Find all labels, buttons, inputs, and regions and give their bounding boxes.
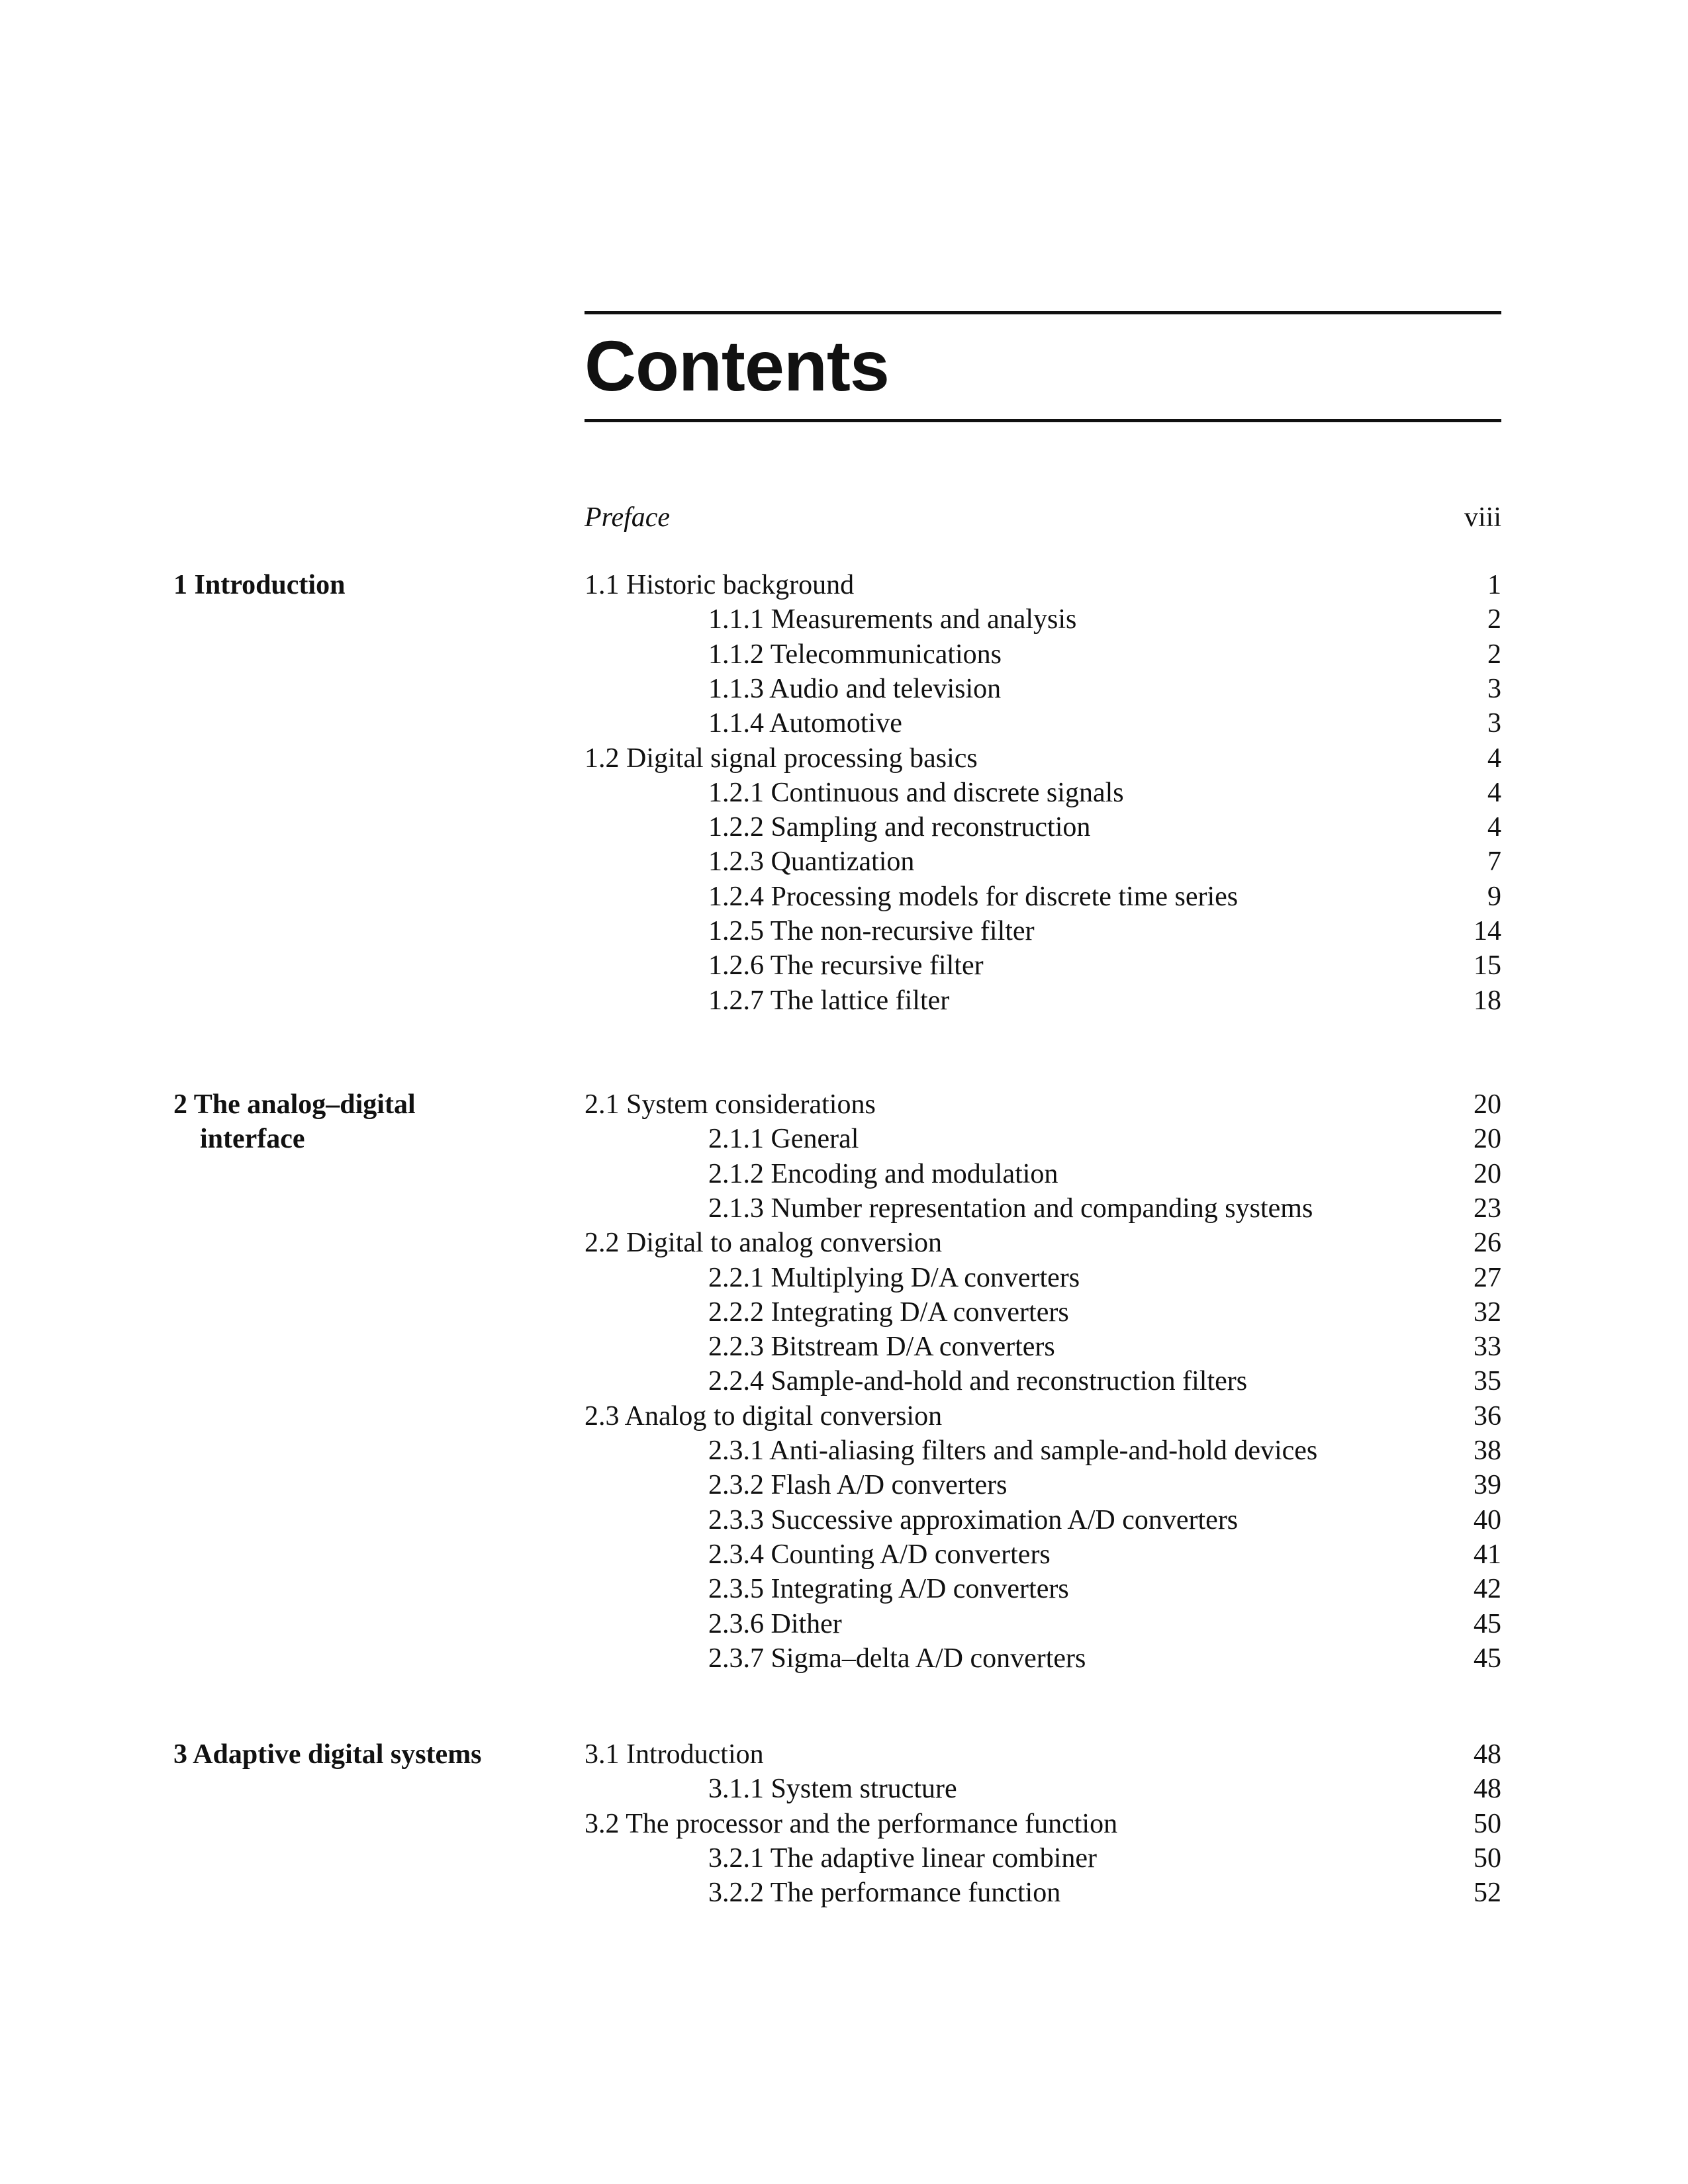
toc-subsection-row: [0, 776, 1688, 810]
toc-section-row: [0, 1807, 1688, 1841]
toc-subsection-row: [0, 602, 1688, 637]
toc-subsection-row: [0, 706, 1688, 741]
toc-section-row: [0, 1226, 1688, 1260]
toc-entry-label: 1.2.5 The non-recursive filter: [708, 916, 1035, 946]
toc-entry-label: 2.3.5 Integrating A/D converters: [708, 1574, 1069, 1605]
toc-subsection-row: [0, 1607, 1688, 1641]
toc-entry-label: 3.2.1 The adaptive linear combiner: [708, 1843, 1098, 1874]
toc-section-row: [0, 1087, 1688, 1122]
toc-subsection-row: [0, 1772, 1688, 1806]
toc-entry-page: 18: [1474, 985, 1501, 1016]
toc-entry-page: 42: [1474, 1574, 1501, 1605]
toc-entry-label: 1.2.1 Continuous and discrete signals: [708, 777, 1124, 808]
toc-preface-label: Preface: [585, 502, 671, 533]
toc-entry-page: 36: [1474, 1400, 1501, 1432]
toc-entry-label: 2.1 System considerations: [585, 1089, 876, 1120]
toc-entry-page: 4: [1487, 743, 1501, 774]
toc-entry-page: 7: [1487, 846, 1501, 878]
toc-entry-page: 14: [1474, 916, 1501, 946]
toc-section-row: [0, 1399, 1688, 1433]
title-rule-top: [585, 311, 1501, 314]
toc-subsection-row: [0, 1876, 1688, 1910]
toc-subsection-row: [0, 637, 1688, 672]
toc-subsection-row: [0, 672, 1688, 706]
toc-entry-label: 1.1.2 Telecommunications: [708, 639, 1002, 670]
toc-entry-page: 3: [1487, 673, 1501, 704]
toc-entry-label: 2.3.4 Counting A/D converters: [708, 1539, 1051, 1570]
toc-entry-page: 4: [1487, 812, 1501, 843]
toc-entry-label: 1.2.7 The lattice filter: [708, 985, 950, 1016]
toc-subsection-row: [0, 1330, 1688, 1364]
toc-entry-label: 2.2.2 Integrating D/A converters: [708, 1297, 1069, 1328]
toc-entry-page: 52: [1474, 1878, 1501, 1909]
toc-subsection-row: [0, 1537, 1688, 1572]
toc-entry-page: 20: [1474, 1089, 1501, 1120]
toc-subsection-row: [0, 1157, 1688, 1191]
toc-entry-label: 2.3.2 Flash A/D converters: [708, 1470, 1008, 1501]
toc-entry-page: 27: [1474, 1262, 1501, 1293]
toc-entry-label: 1.2.2 Sampling and reconstruction: [708, 812, 1091, 843]
toc-entry-label: 1.2.4 Processing models for discrete time series: [708, 881, 1239, 912]
toc-entry-label: 2.3.1 Anti-aliasing filters and sample-and-hold devices: [708, 1435, 1318, 1466]
toc-entry-page: 48: [1474, 1774, 1501, 1805]
toc-entry-page: 15: [1474, 950, 1501, 981]
toc-entry-label: 1.1.1 Measurements and analysis: [708, 604, 1077, 635]
toc-chapter-title: interface: [200, 1124, 305, 1155]
toc-entry-page: 41: [1474, 1539, 1501, 1570]
toc-subsection-row: [0, 1364, 1688, 1398]
toc-preface-page: viii: [1464, 502, 1501, 533]
toc-entry-page: 26: [1474, 1228, 1501, 1259]
toc-entry-label: 2.3 Analog to digital conversion: [585, 1400, 943, 1432]
toc-chapter-title: 1 Introduction: [173, 570, 346, 600]
toc-entry-label: 2.3.6 Dither: [708, 1608, 842, 1639]
toc-entry-page: 50: [1474, 1808, 1501, 1839]
toc-entry-page: 38: [1474, 1435, 1501, 1466]
toc-entry-label: 2.2.1 Multiplying D/A converters: [708, 1262, 1080, 1293]
toc-entry-page: 45: [1474, 1643, 1501, 1674]
toc-entry-page: 2: [1487, 639, 1501, 670]
toc-entry-label: 2.1.2 Encoding and modulation: [708, 1158, 1058, 1189]
toc-entry-label: 1.1.4 Automotive: [708, 708, 902, 739]
toc-section-row: [0, 1737, 1688, 1772]
toc-chapter-title: 2 The analog–digital: [173, 1089, 416, 1120]
toc-preface-row: [0, 500, 1688, 535]
toc-entry-page: 35: [1474, 1366, 1501, 1397]
toc-entry-label: 2.1.3 Number representation and companding systems: [708, 1193, 1313, 1224]
toc-section-row: [0, 568, 1688, 602]
toc-entry-page: 45: [1474, 1608, 1501, 1639]
toc-entry-page: 39: [1474, 1470, 1501, 1501]
toc-subsection-row: [0, 1261, 1688, 1295]
toc-entry-label: 1.2.6 The recursive filter: [708, 950, 984, 981]
toc-subsection-row: [0, 1191, 1688, 1226]
toc-entry-label: 1.2.3 Quantization: [708, 846, 915, 878]
toc-subsection-row: [0, 1572, 1688, 1606]
toc-subsection-row: [0, 880, 1688, 914]
toc-entry-label: 2.2.4 Sample-and-hold and reconstruction filters: [708, 1366, 1248, 1397]
toc-entry-page: 4: [1487, 777, 1501, 808]
toc-entry-page: 2: [1487, 604, 1501, 635]
toc-subsection-row: [0, 1122, 1688, 1156]
toc-section-row: [0, 741, 1688, 776]
toc-entry-label: 3.1.1 System structure: [708, 1774, 957, 1805]
toc-entry-page: 33: [1474, 1332, 1501, 1363]
toc-entry-label: 1.1.3 Audio and television: [708, 673, 1002, 704]
toc-entry-label: 2.3.3 Successive approximation A/D converters: [708, 1504, 1239, 1535]
toc-subsection-row: [0, 983, 1688, 1018]
toc-chapter-title: 3 Adaptive digital systems: [173, 1739, 482, 1770]
toc-subsection-row: [0, 1641, 1688, 1676]
toc-entry-label: 3.2 The processor and the performance function: [585, 1808, 1118, 1839]
toc-entry-page: 32: [1474, 1297, 1501, 1328]
toc-subsection-row: [0, 844, 1688, 879]
toc-entry-page: 23: [1474, 1193, 1501, 1224]
toc-subsection-row: [0, 1503, 1688, 1537]
toc-entry-page: 50: [1474, 1843, 1501, 1874]
toc-entry-label: 3.1 Introduction: [585, 1739, 764, 1770]
toc-entry-label: 2.1.1 General: [708, 1124, 859, 1155]
title-rule-bottom: [585, 419, 1501, 422]
toc-entry-label: 2.3.7 Sigma–delta A/D converters: [708, 1643, 1086, 1674]
toc-entry-page: 48: [1474, 1739, 1501, 1770]
toc-entry-label: 1.1 Historic background: [585, 570, 855, 600]
toc-entry-label: 1.2 Digital signal processing basics: [585, 743, 978, 774]
toc-subsection-row: [0, 1468, 1688, 1502]
toc-entry-label: 2.2 Digital to analog conversion: [585, 1228, 943, 1259]
toc-subsection-row: [0, 914, 1688, 948]
toc-subsection-row: [0, 1841, 1688, 1876]
toc-entry-page: 20: [1474, 1158, 1501, 1189]
toc-entry-page: 40: [1474, 1504, 1501, 1535]
toc-entry-label: 2.2.3 Bitstream D/A converters: [708, 1332, 1055, 1363]
toc-subsection-row: [0, 948, 1688, 983]
toc-entry-page: 20: [1474, 1124, 1501, 1155]
toc-subsection-row: [0, 1433, 1688, 1468]
toc-entry-page: 1: [1487, 570, 1501, 600]
toc-entry-label: 3.2.2 The performance function: [708, 1878, 1061, 1909]
page-title: Contents: [585, 326, 889, 406]
toc-entry-page: 3: [1487, 708, 1501, 739]
toc-entry-page: 9: [1487, 881, 1501, 912]
toc-subsection-row: [0, 1295, 1688, 1330]
toc-subsection-row: [0, 810, 1688, 844]
